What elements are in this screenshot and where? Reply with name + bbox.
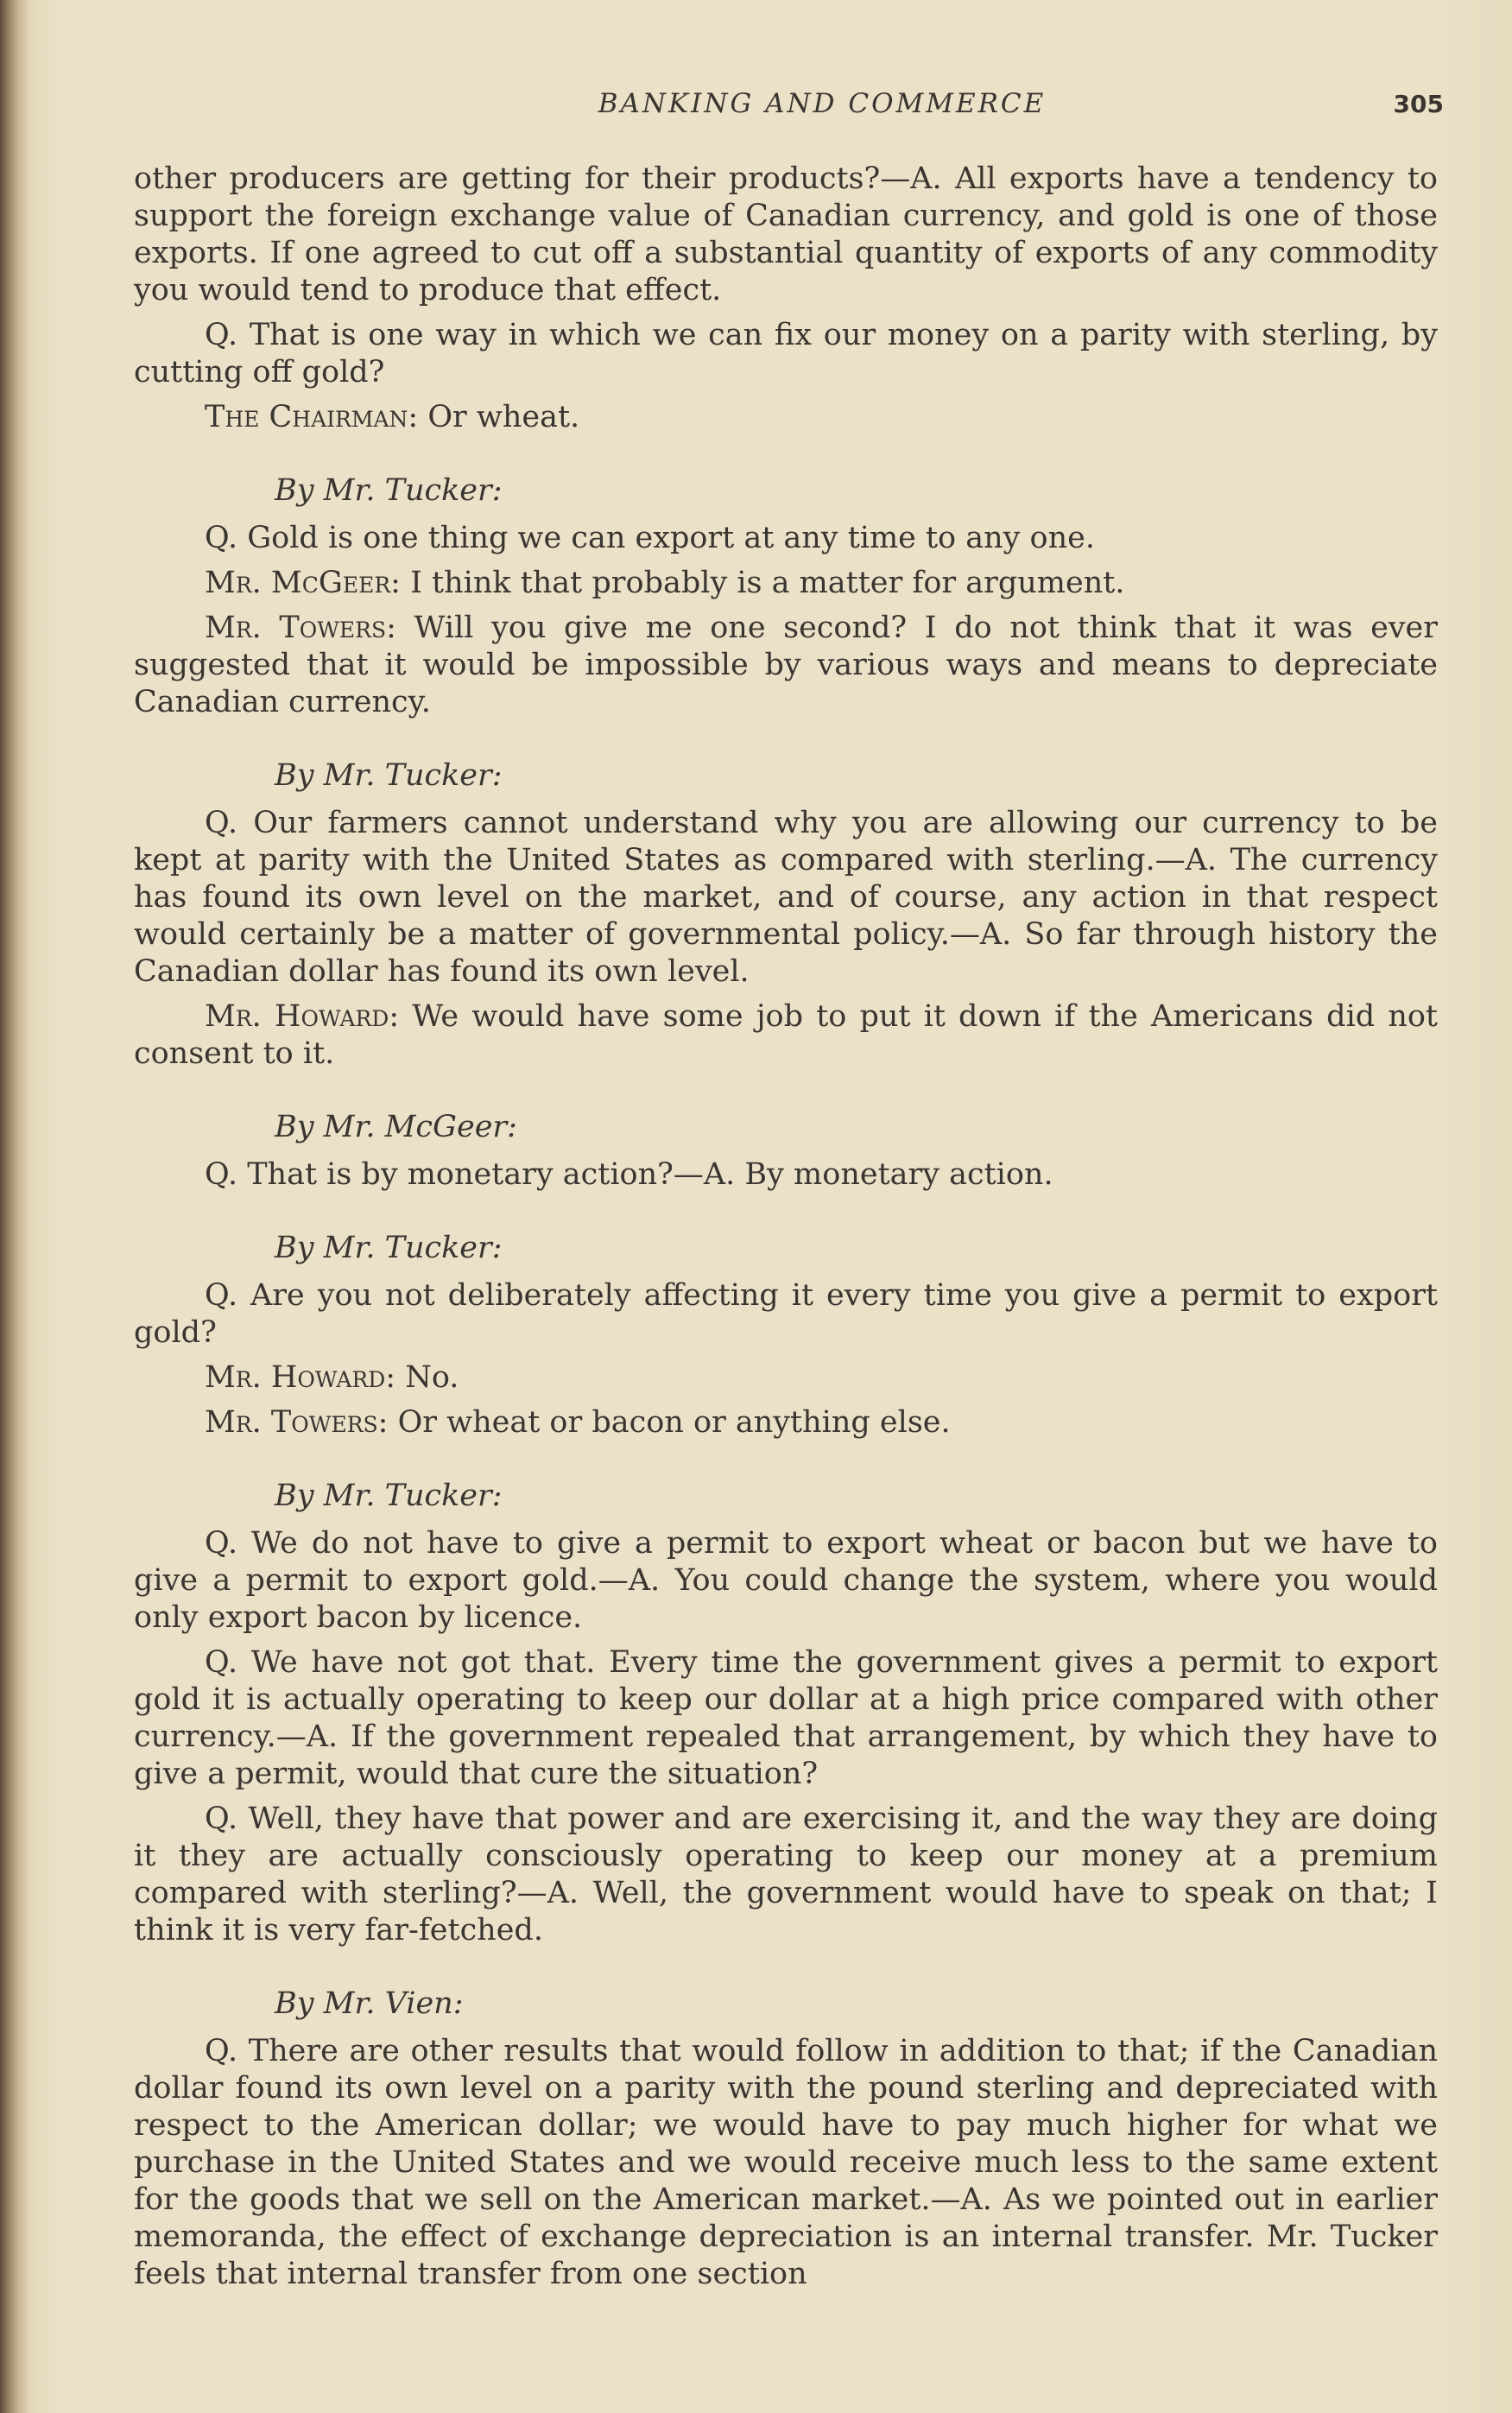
speech-text: Or wheat. (418, 400, 580, 434)
speaker-name: Mr. Howard: (205, 999, 400, 1034)
speech-text: I think that probably is a matter for argument. (400, 566, 1125, 600)
testimony-paragraph: Q. There are other results that would follow in addition to that; if the Canadian dollar found its own level on a parity with the pound sterling and depreciated with respect to the American dollar; we would have to pay much higher for what we purchase in the United States and we would receive much less to the same extent for the goods that we sell on the American market.—A. As we pointed out in earlier memoranda, the effect of exchange depreciation is an internal transfer. Mr. Tucker feels that internal transfer from one section (134, 2034, 1438, 2291)
speech-paragraph (134, 610, 1438, 721)
page-header (131, 83, 1444, 135)
testimony-paragraph: Q. That is by monetary action?—A. By monetary action. (205, 1157, 1053, 1192)
speech-paragraph (134, 1404, 1438, 1441)
speech-text: No. (395, 1360, 459, 1395)
questioner-subheading: By Mr. Tucker: (275, 758, 503, 793)
testimony-paragraph: Q. We do not have to give a permit to export wheat or bacon but we have to give a permit to export gold.—A. You could change the system, where you would only export bacon by licence. (134, 1526, 1438, 1635)
page-number: 305 (1393, 90, 1444, 118)
testimony-paragraph: Q. Gold is one thing we can export at any time to any one. (205, 521, 1096, 555)
questioner-subheading: By Mr. Vien: (275, 1986, 464, 2021)
speaker-name: Mr. Towers: (205, 1405, 389, 1440)
speaker-name: Mr. Howard: (205, 1360, 396, 1395)
speech-paragraph (134, 399, 1438, 436)
testimony-paragraph: Q. Are you not deliberately affecting it every time you give a permit to export gold? (134, 1278, 1438, 1350)
testimony-paragraph: other producers are getting for their products?—A. All exports have a tendency to support the foreign exchange value of Canadian currency, and gold is one of those exports. If one agreed to cut off a substantial quantity of exports of any commodity you would tend to produce that effect. (134, 162, 1438, 307)
speech-paragraph (134, 1359, 1438, 1396)
speech-paragraph (134, 565, 1438, 602)
speech-text: We would have some job to put it down if the Americans did not consent to it. (134, 999, 1438, 1071)
speaker-name: Mr. Towers: (205, 611, 396, 645)
binding-edge (0, 0, 29, 2413)
speech-text: Or wheat or bacon or anything else. (388, 1405, 951, 1440)
testimony-paragraph: Q. That is one way in which we can fix our money on a parity with sterling, by cutting off gold? (134, 318, 1438, 390)
transcript-body (134, 161, 1438, 2301)
questioner-subheading: By Mr. Tucker: (275, 473, 503, 508)
testimony-paragraph: Q. Well, they have that power and are exercising it, and the way they are doing it they are actually consciously operating to keep our money at a premium compared with sterling?—A. Well, the government would have to speak on that; I think it is very far-fetched. (134, 1802, 1438, 1948)
speaker-name: Mr. McGeer: (205, 566, 401, 600)
questioner-subheading: By Mr. Tucker: (275, 1231, 503, 1265)
testimony-paragraph: Q. Our farmers cannot understand why you are allowing our currency to be kept at parity with the United States as compared with sterling.—A. The currency has found its own level on the market, and of course, any action in that respect would certainly be a matter of governmental policy.—A. So far through history the Canadian dollar has found its own level. (134, 806, 1438, 989)
running-head: BANKING AND COMMERCE (598, 88, 1047, 119)
speech-paragraph (134, 998, 1438, 1073)
speaker-name: The Chairman: (205, 400, 419, 434)
speech-text: Will you give me one second? I do not think that it was ever suggested that it would be impossible by various ways and means to depreciate Canadian currency. (134, 611, 1438, 719)
questioner-subheading: By Mr. McGeer: (275, 1110, 517, 1144)
questioner-subheading: By Mr. Tucker: (275, 1479, 503, 1513)
testimony-paragraph: Q. We have not got that. Every time the government gives a permit to export gold it is actually operating to keep our dollar at a high price compared with other currency.—A. If the government repealed that arrangement, by which they have to give a permit, would that cure the situation? (134, 1645, 1438, 1791)
